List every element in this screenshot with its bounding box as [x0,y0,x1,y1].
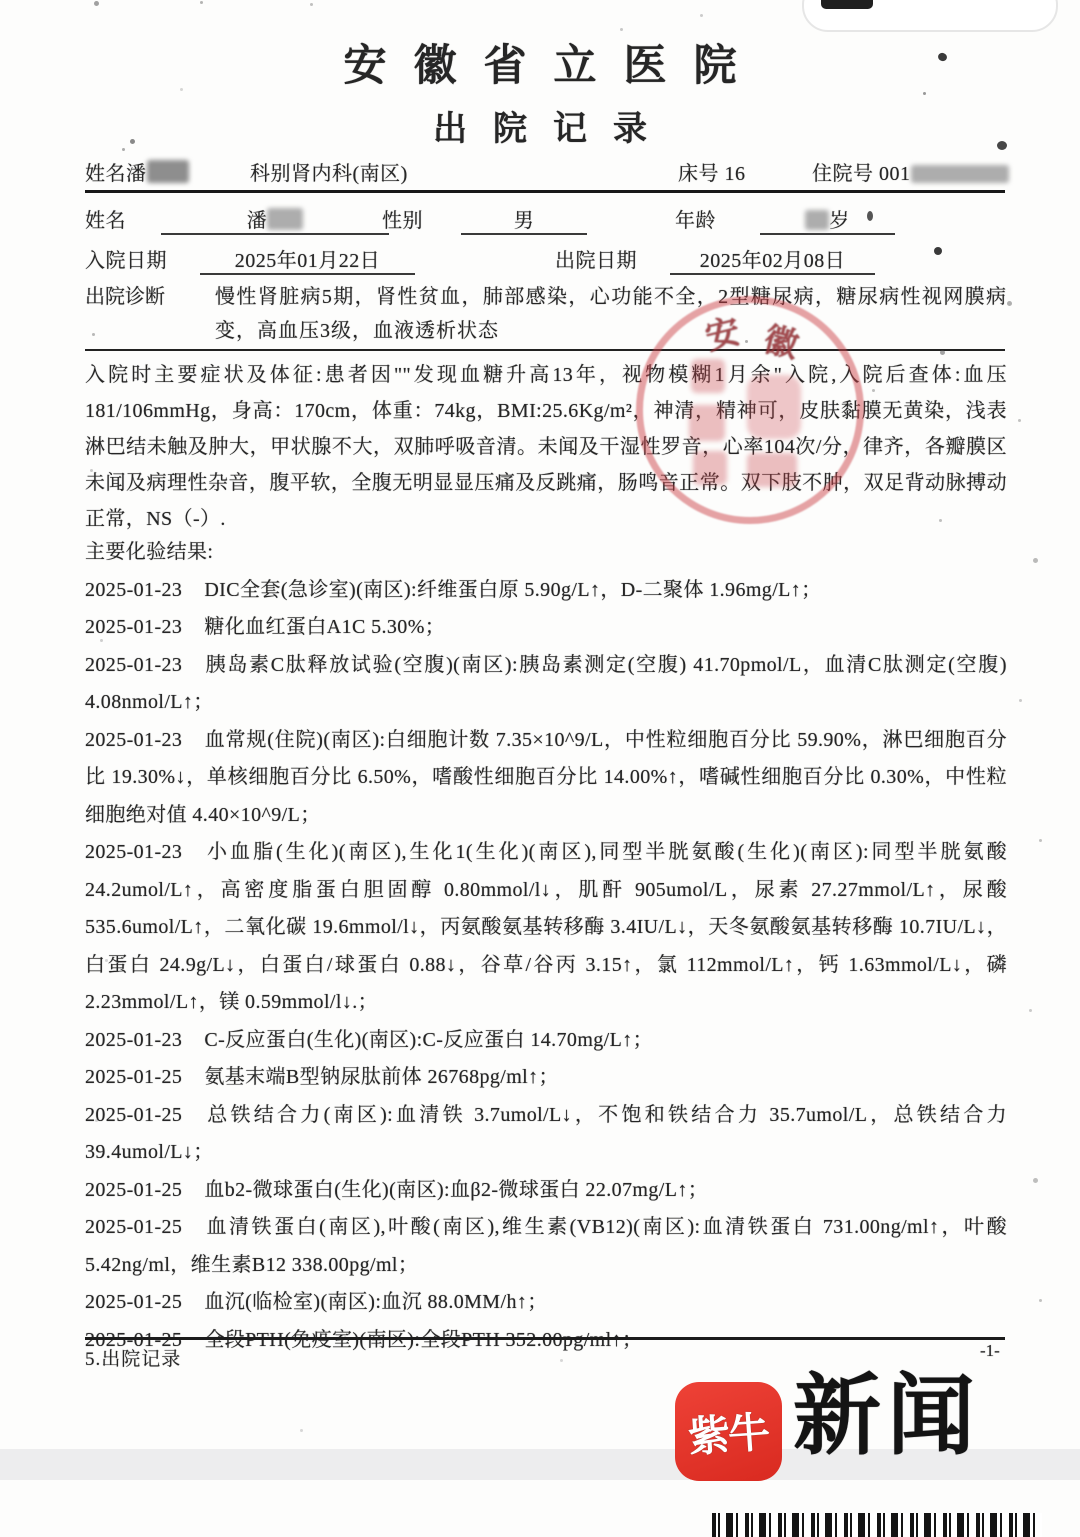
lab-result-text: 血清铁蛋白(南区),叶酸(南区),维生素(VB12)(南区):血清铁蛋白 731.00ng/ml↑，叶酸 5.42ng/ml，维生素B12 338.00pg/ml； [85,1216,1007,1276]
lab-result-date: 2025-01-25 [85,1178,183,1201]
ziniu-news-wordmark: 新闻 [793,1369,982,1466]
lab-result-entry [85,1022,1007,1060]
lab-result-entry [85,1209,1007,1284]
lab-result-text: 小血脂(生化)(南区),生化1(生化)(南区),同型半胱氨酸(生化)(南区):同型半胱氨酸 24.2umol/L↑，高密度脂蛋白胆固醇 0.80mmol/l↓，肌酐 905umol/L，尿素 27.27mmol/L↑，尿酸 535.6umol/L↑，二氧化碳 19.6mmol/l↓，丙氨酸氨基转移酶 3.4IU/L↓，天冬氨酸氨基转移酶 10.7IU/L↓，白蛋白 24.9g/L↓，白蛋白/球蛋白 0.88↓，谷草/谷丙 3.15↑，氯 112mmol/L↑，钙 1.63mmol/L↓，磷 2.23mmol/L↑，镁 0.59mmol/l↓.； [85,841,1007,1013]
lab-results-section [85,534,1007,1359]
lab-result-entry [85,722,1007,835]
bed-number-field: 床号 16 [678,163,746,185]
footer-caption: 5.出院记录 [85,1349,182,1370]
discharge-date-label: 出院日期 [555,250,637,272]
ziniu-logo-text: 紫牛 [687,1409,771,1462]
footer-rule [85,1337,1005,1340]
symptoms-paragraph: 入院时主要症状及体征:患者因""发现血糖升高13年，视物模糊1月余"入院,入院后查体:血压181/106mmHg，身高：170cm，体重：74kg，BMI:25.6Kg/m²，神清，精神可，皮肤黏膜无黄染，浅表淋巴结未触及肿大，甲状腺不大，双肺呼吸音清。未闻及干湿性罗音，心率104次/分，律齐，各瓣膜区未闻及病理性杂音，腹平软，全腹无明显显压痛及反跳痛，肠鸣音正常。双下肢不肿，双足背动脉搏动正常，NS（-）. [85,364,1007,530]
ziniu-news-logo-icon [675,1382,782,1481]
lab-result-date: 2025-01-23 [85,728,183,751]
name-field: 姓名潘 [85,157,189,186]
name-label: 姓名 [85,210,126,232]
admit-date-value: 2025年01月22日 [200,244,415,275]
department-field: 科别肾内科(南区) [250,163,408,185]
lab-result-date: 2025-01-23 [85,653,183,676]
separator-line-2 [85,349,1005,351]
patient-identity-row [85,204,1020,240]
lab-result-date: 2025-01-23 [85,841,183,863]
dates-row [85,244,1020,280]
scan-noise-speckles [0,0,3,3]
age-value: 岁 [760,204,895,235]
lab-result-date: 2025-01-25 [85,1103,183,1126]
lab-result-text: 血沉(临检室)(南区):血沉 88.0MM/h↑； [204,1291,548,1313]
lab-result-entry [85,647,1007,722]
lab-result-entry [85,572,1007,610]
lab-result-text: 胰岛素C肽释放试验(空腹)(南区):胰岛素测定(空腹) 41.70pmol/L，血清C肽测定(空腹) 4.08nmol/L↑； [85,653,1007,713]
lab-result-entry [85,834,1007,1022]
diagnosis-text: 慢性肾脏病5期，肾性贫血，肺部感染，心功能不全，2型糖尿病，糖尿病性视网膜病变，高血压3级，血液透析状态 [215,286,1007,342]
stamp-character-1: 安 [701,313,744,358]
diagnosis-label: 出院诊断 [85,286,165,308]
lab-result-text: 血常规(住院)(南区):白细胞计数 7.35×10^9/L，中性粒细胞百分比 59.90%，淋巴细胞百分比 19.30%↓，单核细胞百分比 6.50%，嗜酸性细胞百分比 14.00%↑，嗜碱性细胞百分比 0.30%，中性粒细胞绝对值 4.40×10^9/L； [85,728,1007,826]
phone-camera-notch [821,0,873,9]
stamp-character-2: 徽 [760,321,803,366]
lab-result-date: 2025-01-25 [85,1291,183,1313]
admit-date-label: 入院日期 [85,250,167,272]
lab-result-text: C-反应蛋白(生化)(南区):C-反应蛋白 14.70mg/L↑； [204,1028,654,1051]
age-label: 年龄 [675,210,716,232]
lab-result-text: 糖化血红蛋白A1C 5.30%； [204,616,446,638]
patient-summary-row [85,157,1020,193]
discharge-date-value: 2025年02月08日 [670,244,875,275]
scan-smudge [867,211,873,221]
name-redaction-2 [267,208,303,230]
separator-line-1 [85,190,1005,193]
lab-result-text: 总铁结合力(南区):血清铁 3.7umol/L↓，不饱和铁结合力 35.7umol/L，总铁结合力 39.4umol/L↓； [85,1103,1007,1163]
barcode [712,1513,1042,1537]
name-redaction [147,160,189,183]
scan-smudge [934,247,942,255]
lab-result-entry [85,609,1007,647]
page-number: -1- [980,1341,1000,1360]
lab-result-entry [85,1322,1007,1360]
gender-label: 性别 [382,210,423,232]
lab-result-entry [85,1097,1007,1172]
lab-result-date: 2025-01-23 [85,616,183,638]
lab-result-text: 氨基末端B型钠尿肽前体 26768pg/ml↑； [204,1066,559,1088]
lab-result-text: DIC全套(急诊室)(南区):纤维蛋白原 5.90g/L↑，D-二聚体 1.96mg/L↑； [204,578,822,601]
lab-result-date: 2025-01-23 [85,1028,183,1051]
lab-results-list [85,572,1007,1360]
lab-result-date: 2025-01-25 [85,1216,183,1238]
scan-smudge [997,141,1007,150]
document-title: 出院记录 [433,111,673,148]
hospital-title: 安徽省立医院 [343,43,764,90]
age-redaction [805,210,829,230]
name-value: 潘 [161,204,389,235]
admission-number-field: 住院号 001 [812,157,1009,186]
lab-result-entry [85,1059,1007,1097]
lab-result-date: 2025-01-23 [85,578,183,601]
lab-result-text: 血b2-微球蛋白(生化)(南区):血β2-微球蛋白 22.07mg/L↑； [204,1178,709,1201]
lab-result-date: 2025-01-25 [85,1066,183,1088]
admission-number-redaction [911,165,1009,183]
lab-results-header: 主要化验结果: [85,541,214,563]
lab-result-entry [85,1284,1007,1322]
gender-value: 男 [461,204,587,235]
lab-result-entry [85,1172,1007,1210]
